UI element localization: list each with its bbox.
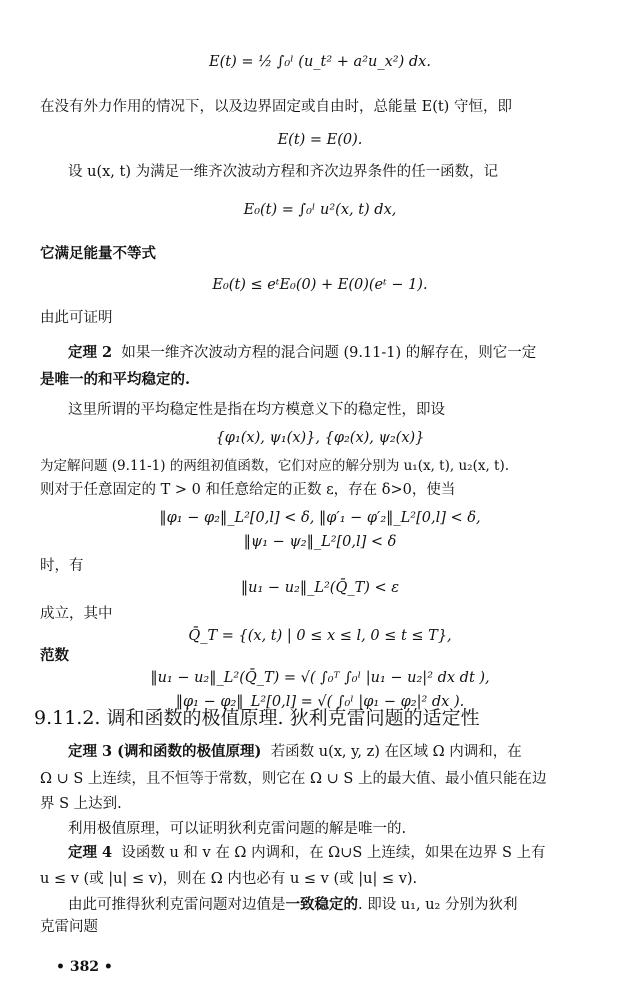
theorem-text: 若函数 u(x, y, z) 在区域 Ω 内调和，在: [270, 744, 522, 760]
theorem-2-cont: 是唯一的和平均稳定的.: [40, 371, 191, 388]
paragraph: 则对于任意固定的 T > 0 和任意给定的正数 ε，存在 δ>0，使当: [40, 482, 456, 498]
equation-norm-1: ‖u₁ − u₂‖_L²(Q̄_T) = √( ∫₀ᵀ ∫₀ˡ |u₁ − u₂|² dx dt ),: [150, 670, 490, 686]
equation-domain: Q̄_T = {(x, t) | 0 ≤ x ≤ l, 0 ≤ t ≤ T},: [188, 628, 452, 644]
equation-condition-2: ‖ψ₁ − ψ₂‖_L²[0,l] < δ: [243, 534, 397, 550]
text: 由此可推得狄利克雷问题对边值是: [68, 897, 286, 913]
equation-energy: E(t) = ½ ∫₀ˡ (u_t² + a²u_x²) dx.: [209, 54, 431, 70]
theorem-label: 定理 3 (调和函数的极值原理): [68, 743, 262, 760]
bold-text: 一致稳定的: [285, 896, 358, 913]
paragraph: 克雷问题: [40, 919, 98, 935]
equation-condition-1: ‖φ₁ − φ₂‖_L²[0,l] < δ, ‖φ′₁ − φ′₂‖_L²[0,l] < δ,: [159, 510, 481, 526]
theorem-4-cont: u ≤ v (或 |u| ≤ v)，则在 Ω 内也必有 u ≤ v (或 |u| ≤ v).: [40, 871, 418, 887]
paragraph: 这里所谓的平均稳定性是指在均方模意义下的稳定性，即设: [68, 402, 445, 418]
page-number: • 382 •: [56, 959, 113, 975]
theorem-3: [68, 742, 522, 762]
equation-initial-values: {φ₁(x), ψ₁(x)}, {φ₂(x), ψ₂(x)}: [215, 430, 425, 446]
theorem-label: 定理 4: [68, 844, 113, 861]
text: . 即设 u₁, u₂ 分别为狄利: [358, 897, 518, 913]
section-heading: 9.11.2. 调和函数的极值原理. 狄利克雷问题的适定性: [34, 707, 480, 729]
paragraph: 为定解问题 (9.11-1) 的两组初值函数，它们对应的解分别为 u₁(x, t), u₂(x, t).: [40, 458, 510, 474]
paragraph: 成立，其中: [40, 606, 113, 622]
equation-e0: E₀(t) = ∫₀ˡ u²(x, t) dx,: [243, 202, 397, 218]
paragraph: [68, 895, 517, 915]
paragraph: 范数: [40, 647, 69, 664]
equation-conservation: E(t) = E(0).: [277, 132, 363, 148]
theorem-text: 设函数 u 和 v 在 Ω 内调和，在 Ω∪S 上连续，如果在边界 S 上有: [121, 845, 546, 861]
paragraph: 利用极值原理，可以证明狄利克雷问题的解是唯一的.: [68, 821, 407, 837]
paragraph: 设 u(x, t) 为满足一维齐次波动方程和齐次边界条件的任一函数，记: [68, 164, 499, 180]
equation-norm-2: ‖φ₁ − φ₂‖_L²[0,l] = √( ∫₀ˡ |φ₁ − φ₂|² dx ).: [175, 694, 465, 710]
paragraph: 它满足能量不等式: [40, 245, 156, 262]
theorem-4: [68, 843, 546, 863]
theorem-3-cont: Ω ∪ S 上连续，且不恒等于常数，则它在 Ω ∪ S 上的最大值、最小值只能在边: [40, 771, 547, 787]
paragraph: 由此可证明: [40, 310, 113, 326]
equation-inequality: E₀(t) ≤ eᵗE₀(0) + E(0)(eᵗ − 1).: [212, 277, 428, 293]
theorem-label: 定理 2: [68, 344, 113, 361]
theorem-3-cont: 界 S 上达到.: [40, 796, 122, 812]
theorem-2: [68, 343, 536, 363]
theorem-text: 如果一维齐次波动方程的混合问题 (9.11-1) 的解存在，则它一定: [121, 345, 537, 361]
paragraph: 时，有: [40, 558, 84, 574]
equation-result: ‖u₁ − u₂‖_L²(Q̄_T) < ε: [240, 580, 400, 596]
paragraph: 在没有外力作用的情况下，以及边界固定或自由时，总能量 E(t) 守恒，即: [40, 99, 512, 115]
